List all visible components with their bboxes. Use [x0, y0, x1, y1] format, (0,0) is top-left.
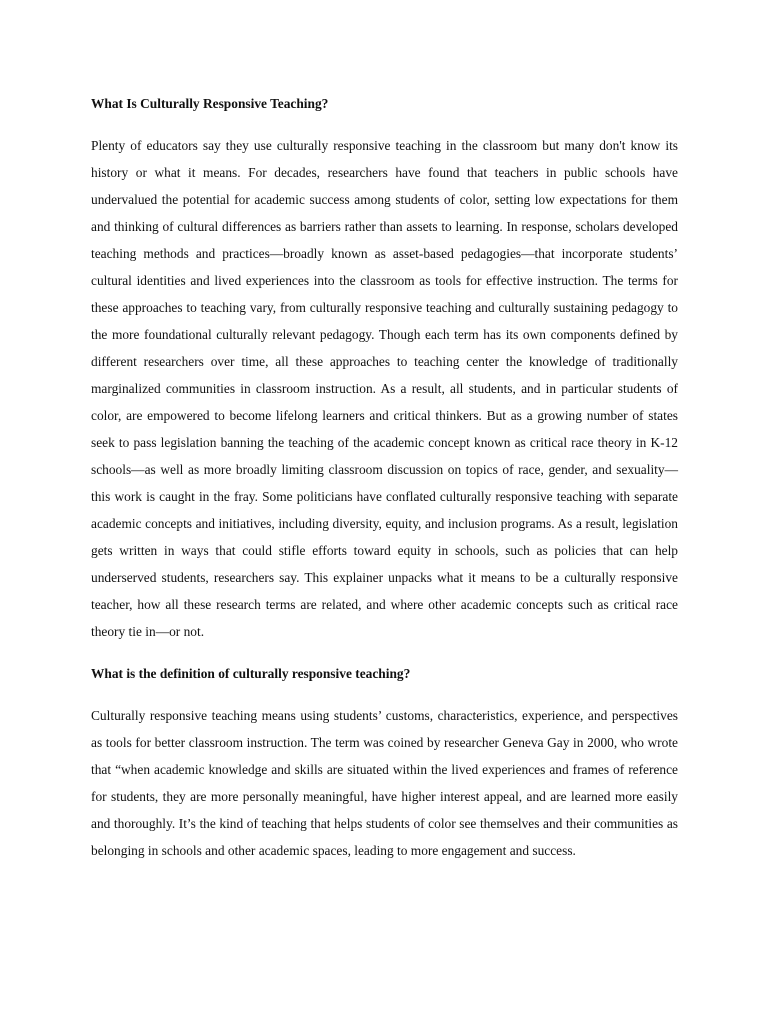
document-page [91, 90, 678, 879]
section-heading-what-is-crt: What Is Culturally Responsive Teaching? [91, 96, 329, 111]
section-body-what-is-crt: Plenty of educators say they use culturally responsive teaching in the classroom but many don't know its history or what it means. For decades, researchers have found that teachers in public schools have undervalued the potential for academic success among students of color, setting low expectations for them and thinking of cultural differences as barriers rather than assets to learning. In response, scholars developed teaching methods and practices—broadly known as asset-based pedagogies—that incorporate students’ cultural identities and lived experiences into the classroom as tools for effective instruction. The terms for these approaches to teaching vary, from culturally responsive teaching and culturally sustaining pedagogy to the more foundational culturally relevant pedagogy. Though each term has its own components defined by different researchers over time, all these approaches to teaching center the knowledge of traditionally marginalized communities in classroom instruction. As a result, all students, and in particular students of color, are empowered to become lifelong learners and critical thinkers. But as a growing number of states seek to pass legislation banning the teaching of the academic concept known as critical race theory in K-12 schools—as well as more broadly limiting classroom discussion on topics of race, gender, and sexuality—this work is caught in the fray. Some politicians have conflated culturally responsive teaching with separate academic concepts and initiatives, including diversity, equity, and inclusion programs. As a result, legislation gets written in ways that could stifle efforts toward equity in schools, such as policies that can help underserved students, researchers say. This explainer unpacks what it means to be a culturally responsive teacher, how all these research terms are related, and where other academic concepts such as critical race theory tie in—or not. [91, 138, 678, 639]
section-heading-definition: What is the definition of culturally responsive teaching? [91, 666, 411, 681]
section-body-definition: Culturally responsive teaching means using students’ customs, characteristics, experience, and perspectives as tools for better classroom instruction. The term was coined by researcher Geneva Gay in 2000, who wrote that “when academic knowledge and skills are situated within the lived experiences and frames of reference for students, they are more personally meaningful, have higher interest appeal, and are learned more easily and thoroughly. It’s the kind of teaching that helps students of color see themselves and their communities as belonging in schools and other academic spaces, leading to more engagement and success. [91, 708, 678, 858]
